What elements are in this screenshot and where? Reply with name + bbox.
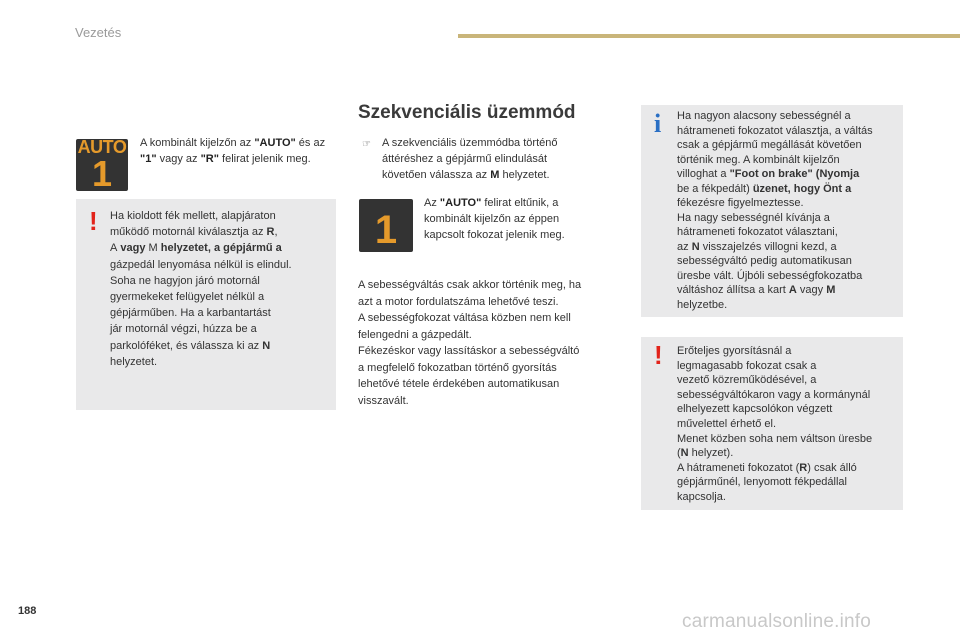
text-line: váltáshoz állítsa a kart A vagy M [677, 284, 836, 296]
text-line: az N visszajelzés villogni kezd, a [677, 240, 837, 253]
bullet-icon: ☞ [362, 139, 371, 150]
text-line: be a fékpedált) üzenet, hogy Önt a [677, 182, 852, 195]
body-line: azt a motor fordulatszáma lehetővé teszi. [358, 295, 559, 308]
body-line: a megfelelő fokozatban történő gyorsítás [358, 361, 557, 374]
step-text [382, 135, 602, 183]
info-icon: i [654, 109, 662, 138]
text-line: Ha nagy sebességnél kívánja a [677, 211, 830, 224]
display-auto-label: AUTO [77, 137, 127, 157]
text-line: sebességváltókaron vagy a kormánynál [677, 388, 871, 401]
body-line: Fékezéskor vagy lassításkor a sebességváltó [358, 345, 580, 357]
body-line: lehetővé tétele érdekében automatikusan [358, 378, 560, 390]
body-line: A sebességfokozat váltása közben nem kell [358, 312, 571, 324]
warning-icon: ! [89, 206, 98, 236]
text-line: A szekvenciális üzemmódba történő [382, 137, 558, 149]
auto-gear-display-icon [76, 137, 128, 194]
body-line: visszavált. [358, 394, 409, 407]
text-line: fékezésre figyelmeztesse. [677, 197, 804, 209]
display-gear-digit: 1 [91, 153, 113, 194]
text-line: legmagasabb fokozat csak a [677, 359, 817, 372]
text-line: vezető közreműködésével, a [677, 374, 817, 387]
text-line: követően válassza az M helyzetet. [382, 169, 550, 181]
text-line: A vagy M helyzetet, a gépjármű a [110, 242, 282, 255]
text-line: sebességváltó pedig automatikusan [677, 255, 852, 267]
display-caption: A kombinált kijelzőn az "AUTO" és az "1" vagy az "R" felirat jelenik meg. [140, 137, 326, 165]
body-line: A sebességváltás csak akkor történik meg, ha [358, 279, 582, 291]
text-line: Az "AUTO" felirat eltűnik, a [424, 197, 559, 209]
text-line: kapcsolja. [677, 490, 726, 503]
watermark: carmanualsonline.info [682, 611, 872, 632]
warning-text-right [677, 344, 899, 505]
text-line: gépjárműben. Ha a karbantartást [110, 307, 271, 320]
text-line: villoghat a "Foot on brake" (Nyomja [677, 168, 860, 180]
body-line: felengedni a gázpedált. [358, 328, 472, 341]
section-title: Szekvenciális üzemmód [358, 102, 576, 123]
text-line: A hátrameneti fokozatot (R) csak álló [677, 461, 857, 474]
text-line: Ha nagyon alacsony sebességnél a [677, 110, 851, 122]
text-line: Soha ne hagyjon járó motornál [110, 274, 260, 287]
text-line: (N helyzet). [677, 447, 734, 460]
display2-caption [424, 195, 614, 243]
text-line: hátrameneti fokozatot választja, a váltás [677, 124, 873, 137]
text-line: kapcsolt fokozat jelenik meg. [424, 229, 565, 241]
text-line: hátrameneti fokozatot választani, [677, 226, 838, 238]
warning-box-right [641, 337, 903, 510]
text-line: helyzetbe. [677, 298, 728, 311]
text-line: gázpedál lenyomása nélkül is elindul. [110, 258, 292, 271]
gear-display-icon [359, 199, 413, 252]
text-line: Ha kioldott fék mellett, alapjáraton [110, 210, 276, 222]
text-line: elhelyezett kapcsolókon végzett [677, 403, 833, 416]
display-gear-digit-2: 1 [374, 207, 398, 252]
header-title: Vezetés [75, 25, 122, 40]
text-line: Menet közben soha nem váltson üresbe [677, 432, 873, 445]
text-line: Erőteljes gyorsításnál a [677, 345, 792, 357]
text-line: parkolóféket, és válassza ki az N [110, 339, 271, 352]
body-text [358, 277, 618, 409]
text-line: áttéréshez a gépjármű elindulását [382, 153, 548, 165]
info-text [677, 109, 899, 312]
text-line: csak a gépjármű megállását követően [677, 139, 862, 151]
warning-icon-right: ! [654, 340, 663, 370]
text-line: művelettel érhető el. [677, 417, 777, 430]
text-line: működő motornál kiválasztja az R, [110, 226, 278, 239]
text-line: jár motornál végzi, húzza be a [110, 323, 257, 336]
info-box [641, 105, 903, 317]
text-line: üresbe vált. Újbóli sebességfokozatba [677, 269, 863, 282]
page-number: 188 [18, 605, 37, 617]
text-line: gyermekeket felügyelet nélkül a [110, 291, 265, 304]
warning-box-left [76, 199, 336, 410]
header-bar [458, 34, 960, 38]
text-line: helyzetet. [110, 355, 158, 368]
text-line: gépjárműnél, lenyomott fékpedállal [677, 476, 847, 489]
text-line: kombinált kijelzőn az éppen [424, 213, 560, 225]
text-line: történik meg. A kombinált kijelzőn [677, 153, 840, 166]
warning-text-left [110, 208, 332, 370]
